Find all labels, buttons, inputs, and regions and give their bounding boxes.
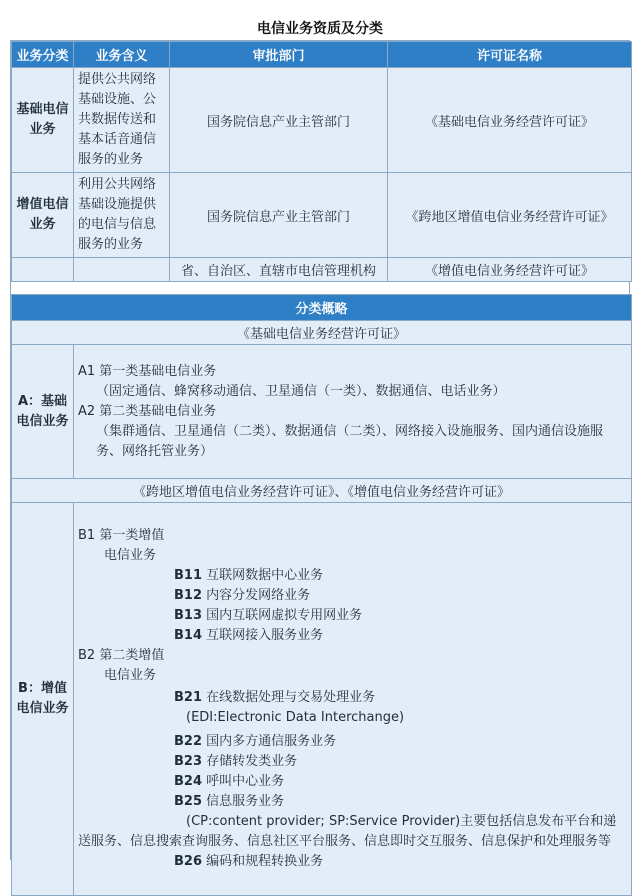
list-item <box>78 732 627 752</box>
item-code: B14 <box>174 628 202 643</box>
value-added-license-row: 《跨地区增值电信业务经营许可证》、《增值电信业务经营许可证》 <box>12 479 632 503</box>
list-item <box>78 586 627 606</box>
department-cell: 国务院信息产业主管部门 <box>170 173 388 258</box>
table-row <box>12 258 632 282</box>
section-a-label: A：基础电信业务 <box>12 345 74 479</box>
item-name: 国内互联网虚拟专用网业务 <box>206 608 363 623</box>
item-code: B23 <box>174 754 202 769</box>
department-cell: 国务院信息产业主管部门 <box>170 68 388 173</box>
list-item <box>78 792 627 812</box>
classification-table <box>10 40 630 869</box>
item-name: 在线数据处理与交易处理业务 <box>206 690 376 705</box>
list-item <box>78 852 627 872</box>
item-code: B13 <box>174 608 202 623</box>
item-name: 信息服务业务 <box>206 794 285 809</box>
b21-note: (EDI:Electronic Data Interchange) <box>186 710 405 725</box>
item-name: 互联网数据中心业务 <box>206 568 324 583</box>
meaning-cell: 提供公共网络基础设施、公共数据传送和基本话音通信服务的业务 <box>74 68 170 173</box>
item-name: 呼叫中心业务 <box>206 774 285 789</box>
b2-title: B2 第二类增值 <box>78 648 165 663</box>
section-a-content <box>74 345 632 479</box>
item-name: 编码和规程转换业务 <box>206 854 324 869</box>
item-code: B22 <box>174 734 202 749</box>
license-cell: 《基础电信业务经营许可证》 <box>388 68 632 173</box>
b1-title-cont: 电信业务 <box>104 548 157 563</box>
license-cell: 《增值电信业务经营许可证》 <box>388 258 632 282</box>
license-cell: 《跨地区增值电信业务经营许可证》 <box>388 173 632 258</box>
section-b-content <box>74 503 632 896</box>
list-item <box>78 566 627 586</box>
item-code: B11 <box>174 568 202 583</box>
item-code: B24 <box>174 774 202 789</box>
item-name: 存储转发类业务 <box>206 754 298 769</box>
table-row <box>12 68 632 173</box>
overview-table <box>11 294 632 896</box>
header-meaning: 业务含义 <box>74 42 170 68</box>
a1-title: A1 第一类基础电信业务 <box>78 363 217 379</box>
item-code: B21 <box>174 690 202 705</box>
list-item <box>78 688 627 708</box>
category-cell <box>12 258 74 282</box>
overview-band-title: 分类概略 <box>12 295 632 321</box>
item-code: B12 <box>174 588 202 603</box>
basic-license-row: 《基础电信业务经营许可证》 <box>12 321 632 345</box>
meaning-cell: 利用公共网络基础设施提供的电信与信息服务的业务 <box>74 173 170 258</box>
list-item <box>78 606 627 626</box>
a1-detail: （固定通信、蜂窝移动通信、卫星通信（一类）、数据通信、电话业务） <box>96 383 506 399</box>
category-cell: 基础电信业务 <box>12 68 74 173</box>
header-row <box>12 42 632 68</box>
b25-note: (CP:content provider; SP:Service Provider)主要包括信息发布平台和递送服务、信息搜索查询服务、信息社区平台服务、信息即时交互服务、信息保护和处理服务等 <box>78 814 617 849</box>
b1-title: B1 第一类增值 <box>78 528 165 543</box>
a2-title: A2 第二类基础电信业务 <box>78 403 217 419</box>
list-item <box>78 772 627 792</box>
item-code: B26 <box>174 854 202 869</box>
table-row <box>12 173 632 258</box>
item-name: 互联网接入服务业务 <box>206 628 324 643</box>
a2-detail: （集群通信、卫星通信（二类）、数据通信（二类）、网络接入设施服务、国内通信设施服务、网络托管业务） <box>96 423 604 459</box>
meaning-cell <box>74 258 170 282</box>
list-item <box>78 626 627 646</box>
item-name: 国内多方通信服务业务 <box>206 734 337 749</box>
spacer <box>11 282 629 294</box>
item-name: 内容分发网络业务 <box>206 588 311 603</box>
category-cell: 增值电信业务 <box>12 173 74 258</box>
header-category: 业务分类 <box>12 42 74 68</box>
list-item <box>78 752 627 772</box>
page-title: 电信业务资质及分类 <box>257 21 383 37</box>
header-department: 审批部门 <box>170 42 388 68</box>
section-b-label: B：增值电信业务 <box>12 503 74 896</box>
top-table <box>11 41 632 282</box>
department-cell: 省、自治区、直辖市电信管理机构 <box>170 258 388 282</box>
b2-title-cont: 电信业务 <box>104 668 157 683</box>
item-code: B25 <box>174 794 202 809</box>
header-license: 许可证名称 <box>388 42 632 68</box>
